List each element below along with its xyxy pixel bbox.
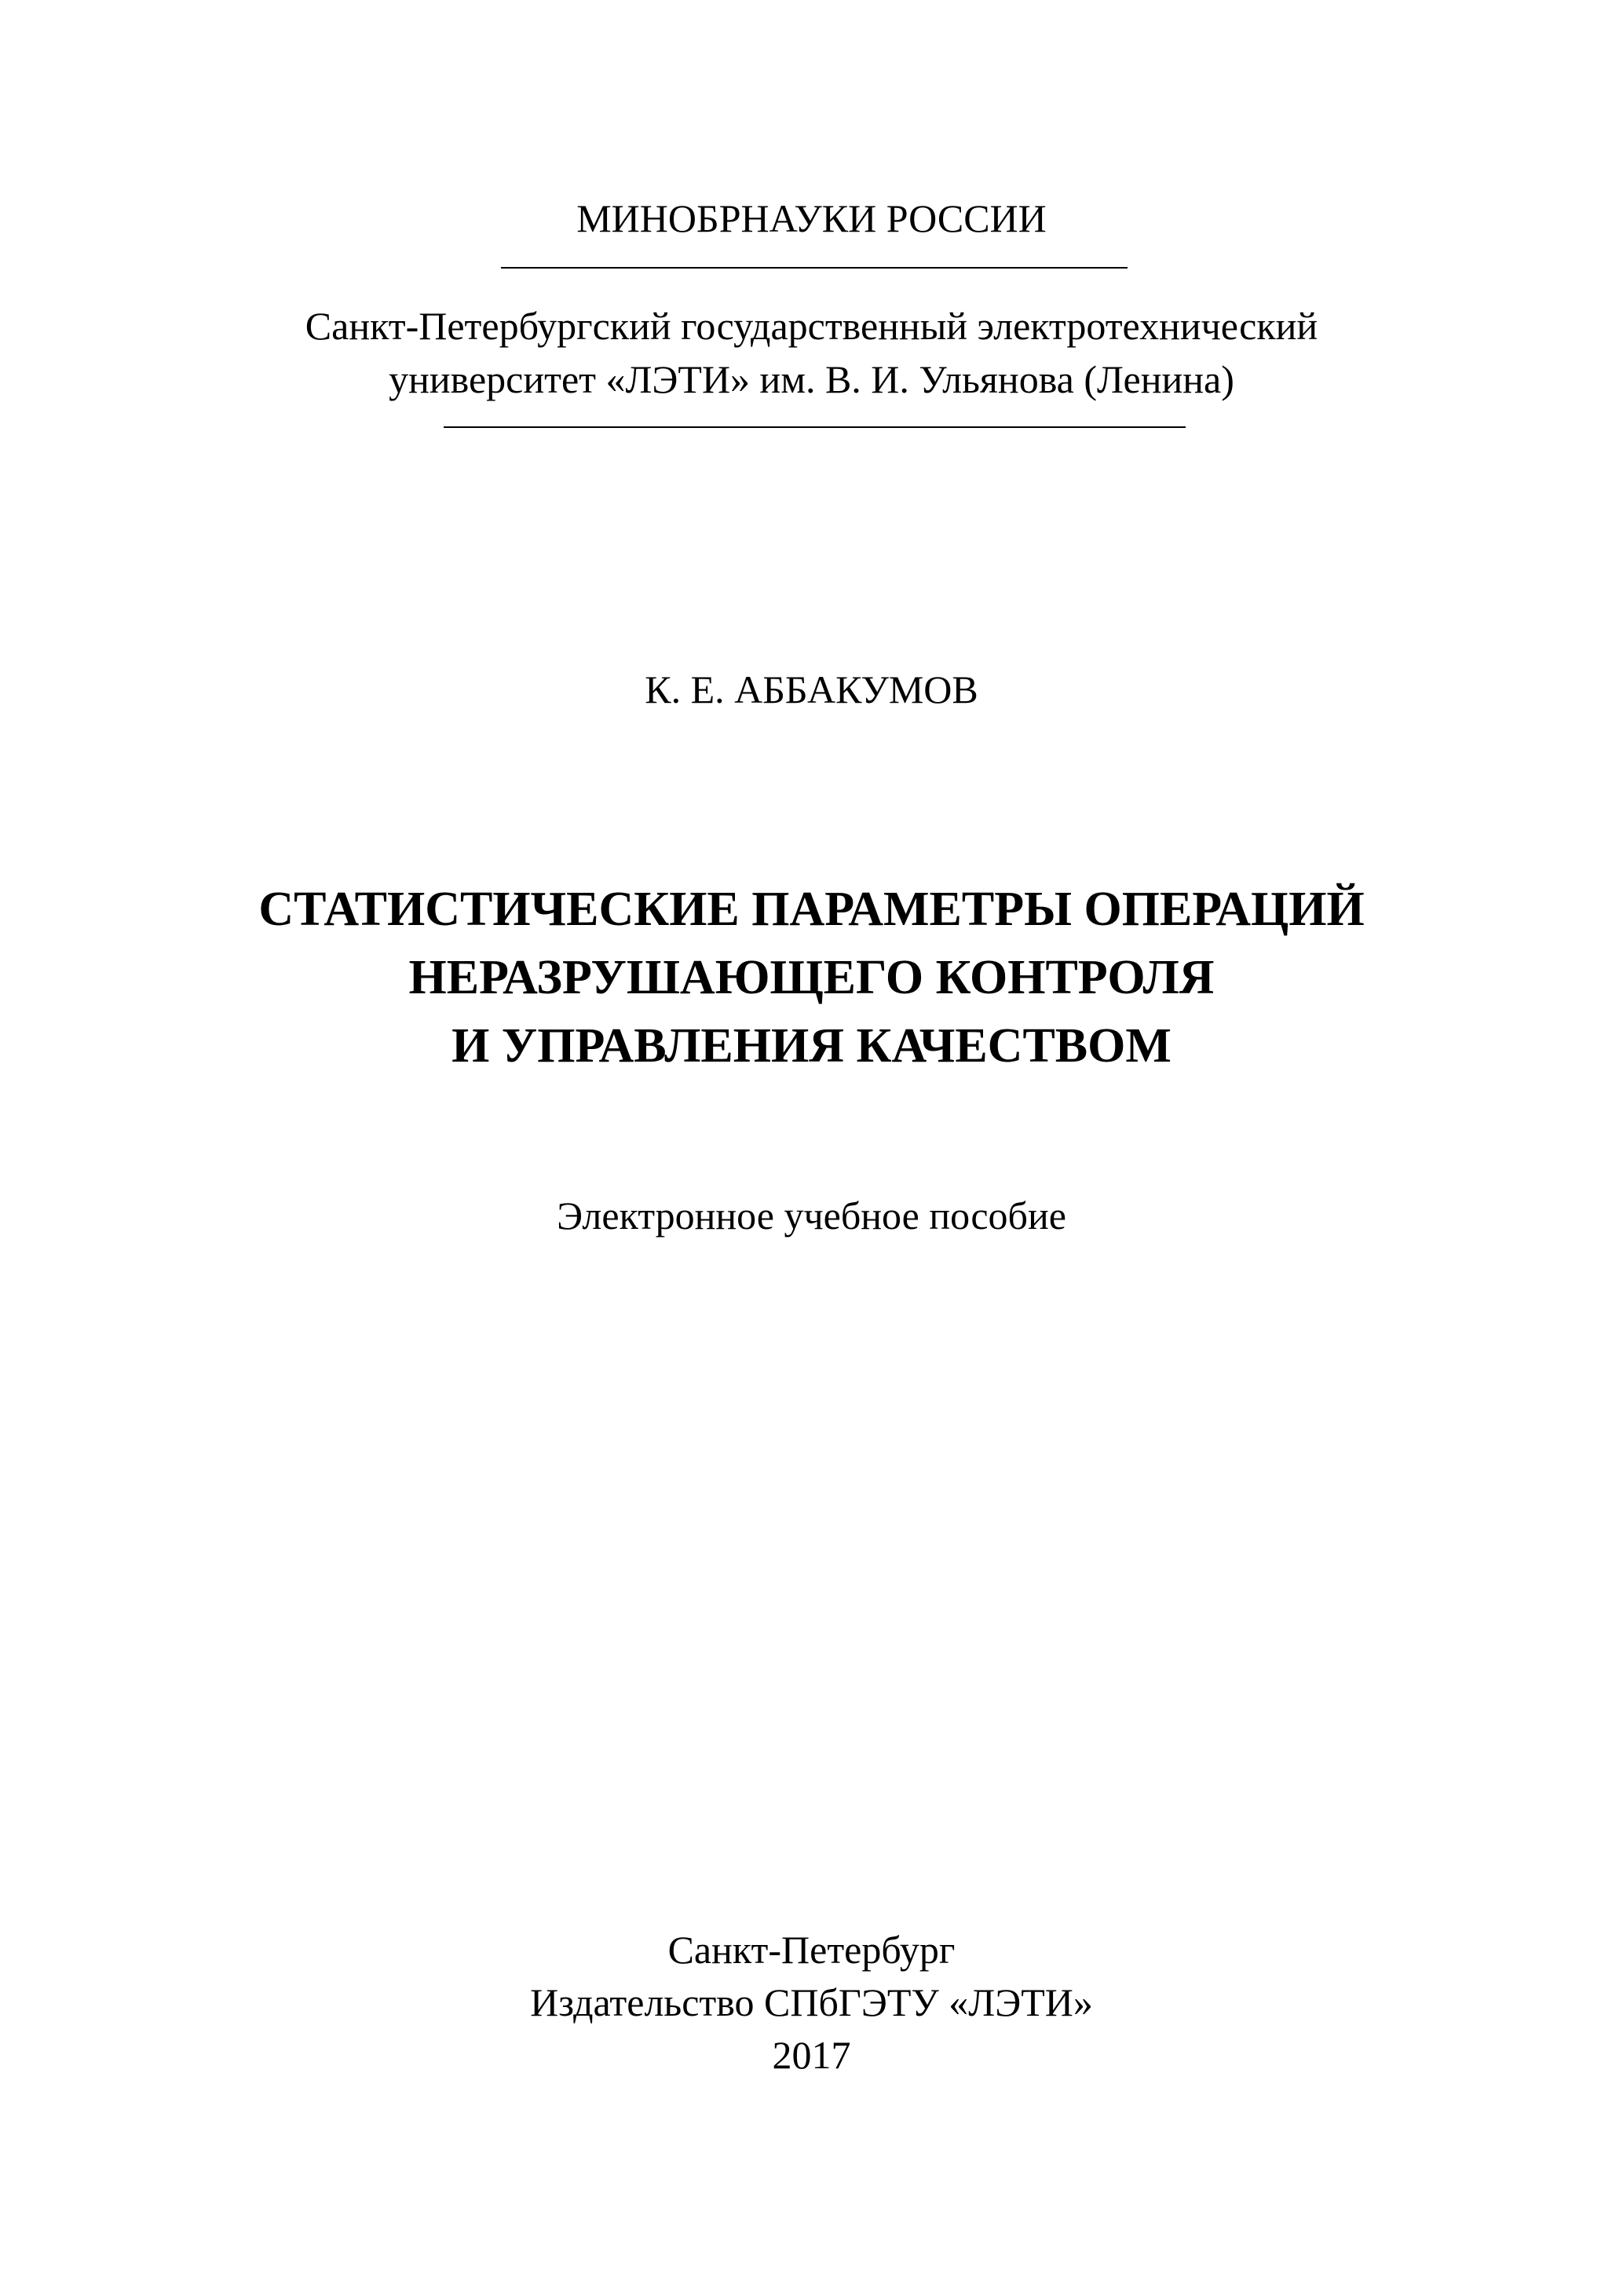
imprint-city: Санкт-Петербург [667,1928,956,1972]
ministry-name: МИНОБРНАУКИ РОССИИ [576,196,1047,240]
book-title-line-1: СТАТИСТИЧЕСКИЕ ПАРАМЕТРЫ ОПЕРАЦИЙ [258,883,1365,936]
header-divider-bottom [444,426,1186,428]
university-name-line-1: Санкт-Петербургский государственный электротехнический [305,304,1318,348]
university-name-line-2: университет «ЛЭТИ» им. В. И. Ульянова (Ленина) [389,357,1234,401]
publication-type: Электронное учебное пособие [557,1194,1066,1238]
imprint-publisher: Издательство СПбГЭТУ «ЛЭТИ» [530,1980,1093,2024]
author-name: К. Е. АББАКУМОВ [645,667,978,711]
book-title-line-2: НЕРАЗРУШАЮЩЕГО КОНТРОЛЯ [408,951,1215,1004]
header-divider-top [501,267,1128,269]
book-title-line-3: И УПРАВЛЕНИЯ КАЧЕСТВОМ [451,1019,1172,1073]
imprint-year: 2017 [772,2033,851,2077]
